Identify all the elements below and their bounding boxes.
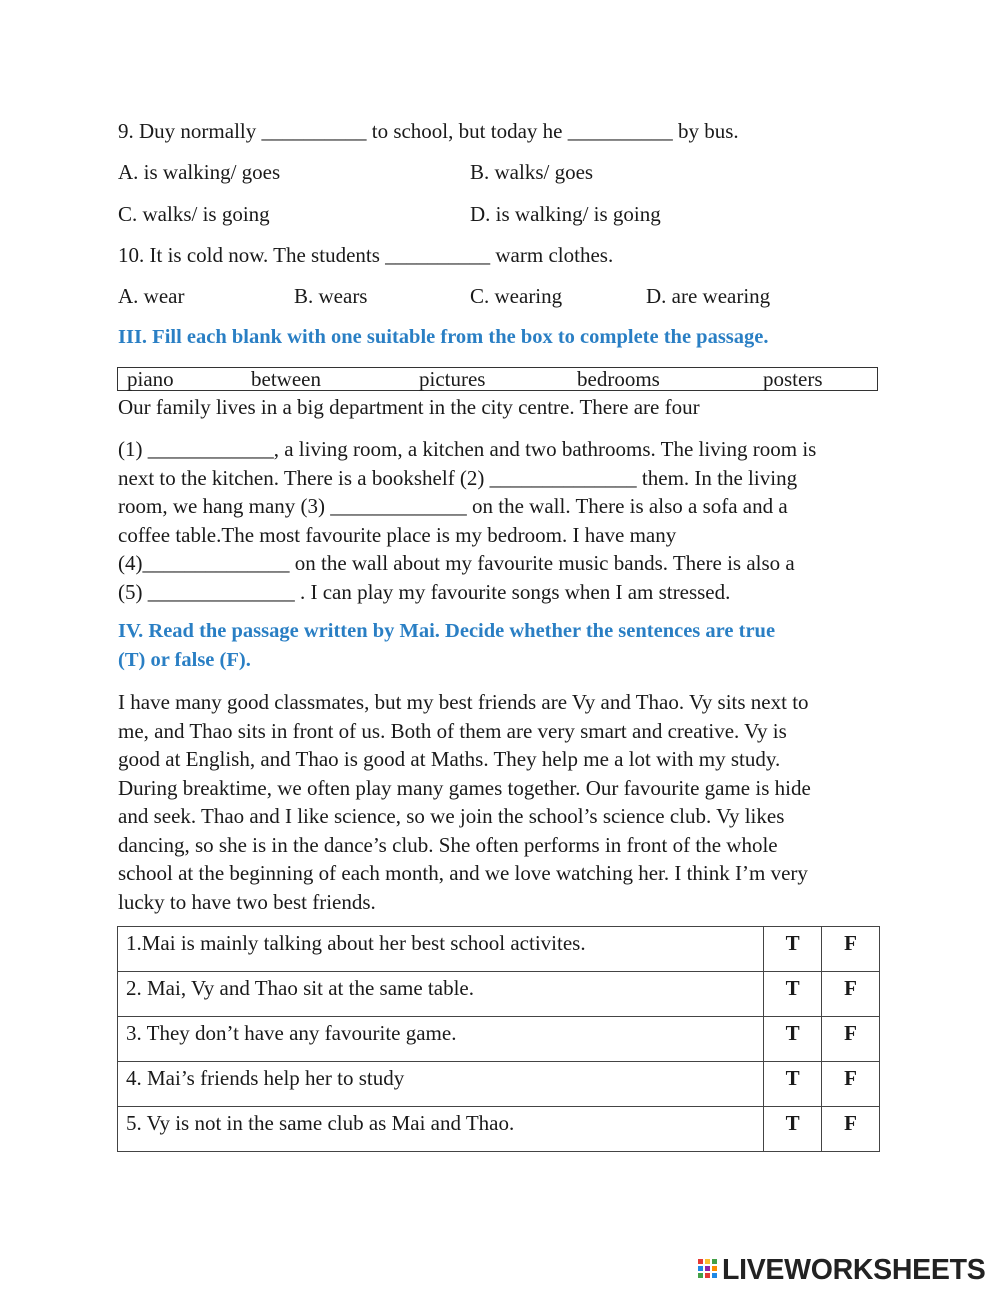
table-row <box>118 1107 880 1152</box>
section-4-heading-cont: (T) or false (F). <box>118 649 251 671</box>
question-10: 10. It is cold now. The students __________ warm clothes. <box>118 243 614 267</box>
passage-line: dancing, so she is in the dance’s club. She often performs in front of the whole <box>118 832 778 857</box>
true-option[interactable]: T <box>764 1017 822 1062</box>
passage-line: next to the kitchen. There is a bookshelf (2) ______________ them. In the living <box>118 465 798 490</box>
q9-option-c[interactable]: C. walks/ is going <box>118 202 270 226</box>
logo-square <box>712 1259 717 1264</box>
passage-line: lucky to have two best friends. <box>118 889 376 914</box>
passage-3-intro: Our family lives in a big department in the city centre. There are four <box>118 395 700 419</box>
passage-line: room, we hang many (3) _____________ on the wall. There is also a sofa and a <box>118 494 788 518</box>
statement-cell: 1.Mai is mainly talking about her best school activites. <box>118 927 764 972</box>
q10-option-d[interactable]: D. are wearing <box>646 284 771 308</box>
passage-line: (5) ______________ . I can play my favourite songs when I am stressed. <box>118 579 731 604</box>
table-row <box>118 972 880 1017</box>
false-option[interactable]: F <box>822 927 880 972</box>
logo-text: LIVEWORKSHEETS <box>722 1254 986 1286</box>
q10-option-a[interactable]: A. wear <box>118 284 185 308</box>
false-option[interactable]: F <box>822 1107 880 1152</box>
statement-cell: 5. Vy is not in the same club as Mai and Thao. <box>118 1107 764 1152</box>
logo-square <box>712 1273 717 1278</box>
logo-grid-icon <box>696 1259 722 1283</box>
true-option[interactable]: T <box>764 972 822 1017</box>
word-box-item: pictures <box>419 367 486 391</box>
q10-option-b[interactable]: B. wears <box>294 284 368 308</box>
section-3-heading: III. Fill each blank with one suitable from the box to complete the passage. <box>118 326 769 348</box>
passage-3 <box>118 435 888 606</box>
logo-square <box>705 1259 710 1264</box>
true-false-table <box>117 926 880 1152</box>
word-box-item: piano <box>127 367 174 391</box>
table-row <box>118 1062 880 1107</box>
passage-line: coffee table.The most favourite place is my bedroom. I have many <box>118 522 677 547</box>
passage-line: and seek. Thao and I like science, so we join the school’s science club. Vy likes <box>118 804 785 828</box>
logo-square <box>712 1266 717 1271</box>
false-option[interactable]: F <box>822 972 880 1017</box>
passage-line: I have many good classmates, but my best friends are Vy and Thao. Vy sits next to <box>118 690 809 714</box>
false-option[interactable]: F <box>822 1062 880 1107</box>
logo-square <box>698 1273 703 1278</box>
true-option[interactable]: T <box>764 1107 822 1152</box>
logo-square <box>705 1266 710 1271</box>
logo-square <box>698 1266 703 1271</box>
statement-cell: 3. They don’t have any favourite game. <box>118 1017 764 1062</box>
section-4-heading: IV. Read the passage written by Mai. Decide whether the sentences are true <box>118 620 776 642</box>
statement-cell: 2. Mai, Vy and Thao sit at the same table. <box>118 972 764 1017</box>
passage-line: school at the beginning of each month, and we love watching her. I think I’m very <box>118 861 808 885</box>
q9-option-a[interactable]: A. is walking/ goes <box>118 160 281 184</box>
logo-square <box>705 1273 710 1278</box>
table-row <box>118 1017 880 1062</box>
word-box <box>117 367 878 391</box>
liveworksheets-logo <box>696 1254 996 1286</box>
q9-option-d[interactable]: D. is walking/ is going <box>470 202 661 226</box>
logo-square <box>698 1259 703 1264</box>
question-9: 9. Duy normally __________ to school, but today he __________ by bus. <box>118 119 739 143</box>
q9-option-b[interactable]: B. walks/ goes <box>470 160 594 184</box>
true-option[interactable]: T <box>764 1062 822 1107</box>
table-row <box>118 927 880 972</box>
passage-line: (1) ____________, a living room, a kitchen and two bathrooms. The living room is <box>118 437 817 461</box>
passage-4 <box>118 688 888 916</box>
passage-line: me, and Thao sits in front of us. Both of them are very smart and creative. Vy is <box>118 718 787 743</box>
word-box-item: bedrooms <box>577 367 660 391</box>
word-box-item: posters <box>763 367 823 391</box>
false-option[interactable]: F <box>822 1017 880 1062</box>
q10-option-c[interactable]: C. wearing <box>470 284 563 308</box>
word-box-item: between <box>251 367 321 391</box>
passage-line: (4)______________ on the wall about my favourite music bands. There is also a <box>118 551 795 575</box>
statement-cell: 4. Mai’s friends help her to study <box>118 1062 764 1107</box>
passage-line: During breaktime, we often play many games together. Our favourite game is hide <box>118 775 811 800</box>
true-option[interactable]: T <box>764 927 822 972</box>
passage-line: good at English, and Thao is good at Maths. They help me a lot with my study. <box>118 747 781 771</box>
